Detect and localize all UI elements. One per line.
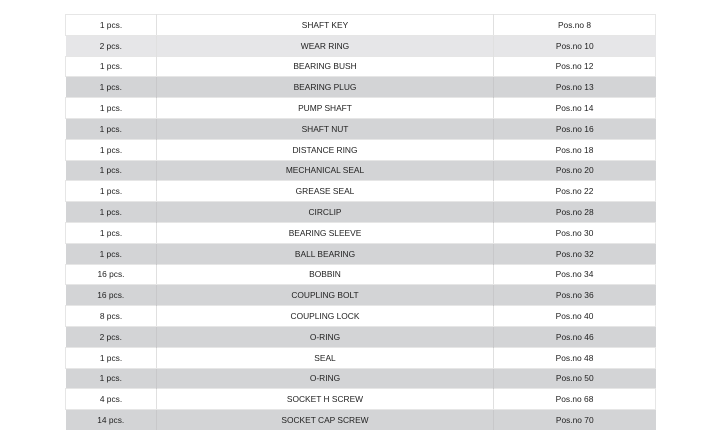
quantity-cell: 1 pcs. — [66, 118, 157, 139]
table-row — [66, 368, 656, 389]
table-row — [66, 326, 656, 347]
position-number-cell: Pos.no 10 — [494, 35, 656, 56]
position-number-cell: Pos.no 12 — [494, 56, 656, 77]
part-name-cell: SOCKET H SCREW — [157, 389, 494, 410]
table-row — [66, 139, 656, 160]
position-number-cell: Pos.no 8 — [494, 15, 656, 36]
table-row — [66, 35, 656, 56]
position-number-cell: Pos.no 30 — [494, 222, 656, 243]
quantity-cell: 1 pcs. — [66, 139, 157, 160]
table-row — [66, 389, 656, 410]
part-name-cell: GREASE SEAL — [157, 181, 494, 202]
quantity-cell: 1 pcs. — [66, 202, 157, 223]
quantity-cell: 2 pcs. — [66, 326, 157, 347]
quantity-cell: 1 pcs. — [66, 56, 157, 77]
quantity-cell: 1 pcs. — [66, 98, 157, 119]
part-name-cell: BALL BEARING — [157, 243, 494, 264]
position-number-cell: Pos.no 13 — [494, 77, 656, 98]
part-name-cell: BEARING SLEEVE — [157, 222, 494, 243]
position-number-cell: Pos.no 50 — [494, 368, 656, 389]
position-number-cell: Pos.no 48 — [494, 347, 656, 368]
table-row — [66, 118, 656, 139]
part-name-cell: SOCKET CAP SCREW — [157, 410, 494, 430]
position-number-cell: Pos.no 20 — [494, 160, 656, 181]
part-name-cell: COUPLING BOLT — [157, 285, 494, 306]
position-number-cell: Pos.no 14 — [494, 98, 656, 119]
quantity-cell: 16 pcs. — [66, 285, 157, 306]
position-number-cell: Pos.no 28 — [494, 202, 656, 223]
part-name-cell: O-RING — [157, 326, 494, 347]
table-row — [66, 160, 656, 181]
part-name-cell: PUMP SHAFT — [157, 98, 494, 119]
table-row — [66, 15, 656, 36]
position-number-cell: Pos.no 34 — [494, 264, 656, 285]
position-number-cell: Pos.no 22 — [494, 181, 656, 202]
quantity-cell: 1 pcs. — [66, 243, 157, 264]
quantity-cell: 1 pcs. — [66, 181, 157, 202]
table-row — [66, 410, 656, 430]
part-name-cell: BOBBIN — [157, 264, 494, 285]
position-number-cell: Pos.no 32 — [494, 243, 656, 264]
table-row — [66, 202, 656, 223]
part-name-cell: SHAFT KEY — [157, 15, 494, 36]
quantity-cell: 1 pcs. — [66, 368, 157, 389]
part-name-cell: O-RING — [157, 368, 494, 389]
table-row — [66, 243, 656, 264]
part-name-cell: CIRCLIP — [157, 202, 494, 223]
part-name-cell: BEARING PLUG — [157, 77, 494, 98]
position-number-cell: Pos.no 70 — [494, 410, 656, 430]
part-name-cell: SEAL — [157, 347, 494, 368]
quantity-cell: 1 pcs. — [66, 15, 157, 36]
parts-table-body — [66, 15, 656, 430]
part-name-cell: MECHANICAL SEAL — [157, 160, 494, 181]
part-name-cell: BEARING BUSH — [157, 56, 494, 77]
position-number-cell: Pos.no 68 — [494, 389, 656, 410]
table-row — [66, 285, 656, 306]
table-row — [66, 306, 656, 327]
table-row — [66, 181, 656, 202]
position-number-cell: Pos.no 16 — [494, 118, 656, 139]
quantity-cell: 8 pcs. — [66, 306, 157, 327]
table-row — [66, 98, 656, 119]
table-row — [66, 56, 656, 77]
quantity-cell: 1 pcs. — [66, 77, 157, 98]
quantity-cell: 1 pcs. — [66, 160, 157, 181]
quantity-cell: 2 pcs. — [66, 35, 157, 56]
table-row — [66, 347, 656, 368]
quantity-cell: 16 pcs. — [66, 264, 157, 285]
table-row — [66, 77, 656, 98]
part-name-cell: COUPLING LOCK — [157, 306, 494, 327]
table-row — [66, 222, 656, 243]
parts-table — [65, 14, 656, 430]
part-name-cell: WEAR RING — [157, 35, 494, 56]
quantity-cell: 14 pcs. — [66, 410, 157, 430]
table-row — [66, 264, 656, 285]
part-name-cell: SHAFT NUT — [157, 118, 494, 139]
quantity-cell: 1 pcs. — [66, 222, 157, 243]
position-number-cell: Pos.no 36 — [494, 285, 656, 306]
position-number-cell: Pos.no 46 — [494, 326, 656, 347]
position-number-cell: Pos.no 18 — [494, 139, 656, 160]
position-number-cell: Pos.no 40 — [494, 306, 656, 327]
quantity-cell: 1 pcs. — [66, 347, 157, 368]
part-name-cell: DISTANCE RING — [157, 139, 494, 160]
quantity-cell: 4 pcs. — [66, 389, 157, 410]
